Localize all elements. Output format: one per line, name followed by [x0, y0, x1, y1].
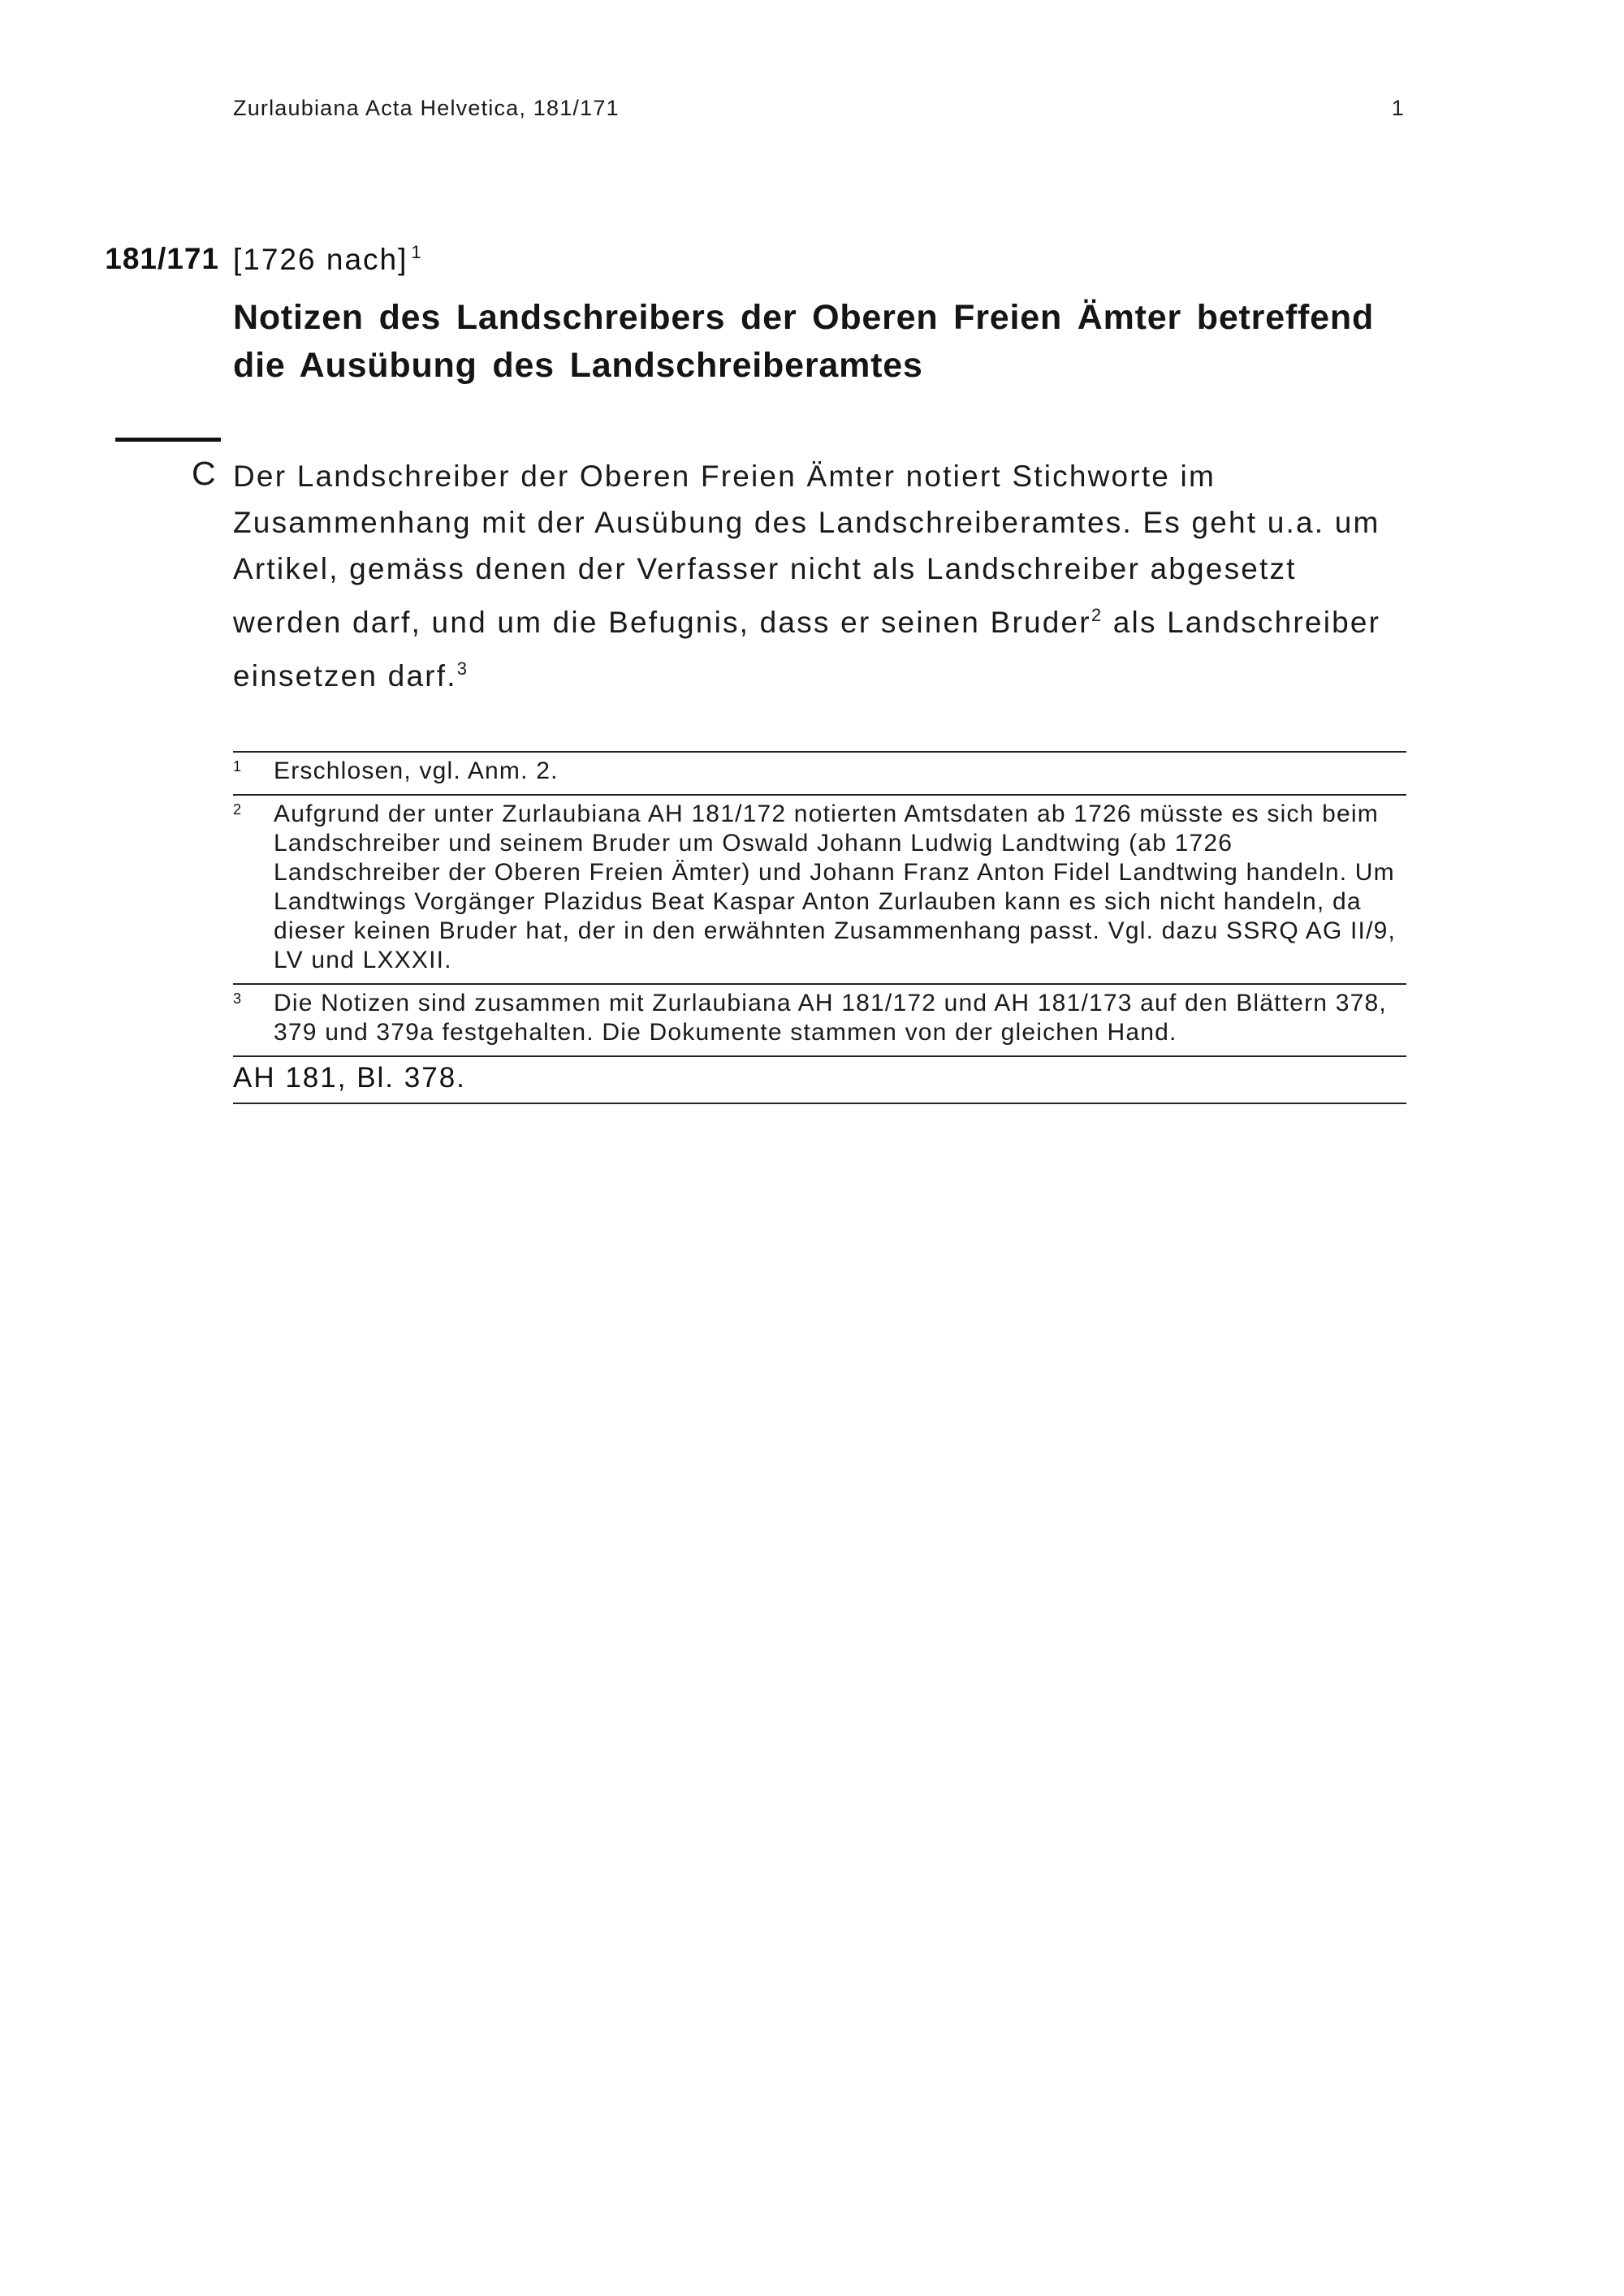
source-reference: AH 181, Bl. 378. [233, 1057, 1406, 1104]
running-title: Zurlaubiana Acta Helvetica, 181/171 [233, 96, 620, 120]
footnote-number: 3 [233, 990, 242, 1007]
footnote [233, 796, 1406, 985]
date-text: [1726 nach] [233, 243, 408, 276]
document-number: 181/171 [105, 242, 219, 275]
footnote-number: 1 [233, 758, 242, 775]
margin-rule [115, 438, 221, 442]
running-head [233, 96, 1405, 121]
footnote-ref-1[interactable]: 1 [411, 242, 423, 262]
footnote-ref-2[interactable]: 2 [1091, 605, 1104, 625]
regest-text-part1: Der Landschreiber der Oberen Freien Ämter notiert Stichworte im Zusammenhang mit der Ausübung des Landschreiberamtes. Es geht u.a. um Artikel, gemäss denen der Verfasser nicht als Landschreiber abgesetzt werden darf, und um die Befugnis, dass er seinen Bruder [233, 460, 1380, 639]
document-date [233, 242, 423, 277]
footnote [233, 985, 1406, 1057]
footnote-text: Die Notizen sind zusammen mit Zurlaubiana AH 181/172 und AH 181/173 auf den Blättern 378, 379 und 379a festgehalten. Die Dokumente stammen von der gleichen Hand. [274, 990, 1387, 1046]
footnote-text: Erschlosen, vgl. Anm. 2. [274, 757, 559, 784]
footnote [233, 753, 1406, 796]
footnote-number: 2 [233, 801, 242, 818]
footnote-text: Aufgrund der unter Zurlaubiana AH 181/172 notierten Amtsdaten ab 1726 müsste es sich beim Landschreiber und seinem Bruder um Oswald Johann Ludwig Landtwing (ab 1726 Landschreiber der Oberen Freien Ämter) und Johann Franz Anton Fidel Landtwing handeln. Um Landtwings Vorgänger Plazidus Beat Kaspar Anton Zurlauben kann es sich nicht handeln, da dieser keinen Bruder hat, der in den erwähnten Zusammenhang passt. Vgl. dazu SSRQ AG II/9, LV und LXXXII. [274, 801, 1397, 973]
page-number: 1 [1391, 96, 1405, 120]
regest-text-part2: als Landschreiber einsetzen darf. [233, 606, 1381, 693]
regest-paragraph [233, 453, 1406, 699]
footnotes-apparatus [233, 751, 1406, 1104]
document-title: Notizen des Landschreibers der Oberen Freien Ämter betreffend die Ausübung des Landschreiberamtes [233, 298, 1375, 385]
footnote-ref-3[interactable]: 3 [456, 658, 469, 679]
margin-letter: C [192, 455, 216, 492]
